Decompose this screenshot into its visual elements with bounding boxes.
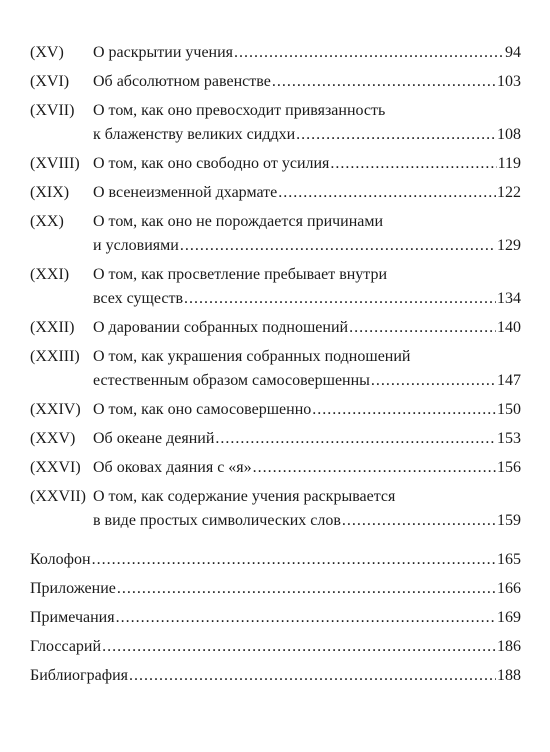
- leader-line: [93, 70, 521, 94]
- chapter-title: Об оковах даяния с «я»: [93, 459, 252, 476]
- page-number: 153: [497, 430, 521, 447]
- chapter-number: (XXIV): [30, 401, 81, 418]
- page-number: 134: [497, 290, 521, 307]
- toc-entry[interactable]: [30, 456, 521, 480]
- toc-entry[interactable]: [30, 398, 521, 422]
- dot-leader: [278, 181, 496, 205]
- chapter-number: (XV): [30, 44, 64, 61]
- chapter-number: (XXI): [30, 266, 70, 283]
- chapter-body: [93, 99, 521, 147]
- chapter-title-line: О том, как оно превосходит привязанность: [93, 102, 386, 119]
- dot-leader: [180, 234, 496, 258]
- page-number: 165: [497, 551, 521, 568]
- leader-line: [93, 41, 521, 65]
- dot-leader: [272, 70, 496, 94]
- chapter-title: естественным образом самосовершенны: [93, 372, 370, 389]
- leader-line: [93, 152, 521, 176]
- toc-entry[interactable]: [30, 345, 521, 393]
- page-number: 159: [497, 512, 521, 529]
- chapter-title: О том, как оно свободно от усилия: [93, 155, 330, 172]
- chapter-body: [93, 181, 521, 205]
- toc-entry-bibliography[interactable]: [30, 664, 521, 688]
- chapter-number: (XVI): [30, 73, 70, 90]
- toc-entry-glossary[interactable]: [30, 635, 521, 659]
- leader-line: [93, 181, 521, 205]
- chapter-title: и условиями: [93, 237, 179, 254]
- chapter-title-line: О том, как украшения собранных подношений: [93, 348, 411, 365]
- toc-entry[interactable]: [30, 427, 521, 451]
- leader-line: [93, 427, 521, 451]
- dot-leader: [312, 398, 496, 422]
- chapter-title: О раскрытии учения: [93, 44, 234, 61]
- chapter-title: Об абсолютном равенстве: [93, 73, 271, 90]
- chapter-title: к блаженству великих сиддхи: [93, 126, 296, 143]
- chapter-body: [93, 398, 521, 422]
- toc-entry-notes[interactable]: [30, 606, 521, 630]
- section-title: Приложение: [30, 580, 116, 597]
- page-number: 147: [497, 372, 521, 389]
- chapter-body: [93, 41, 521, 65]
- toc-entry[interactable]: [30, 316, 521, 340]
- chapter-body: [93, 316, 521, 340]
- section-title: Колофон: [30, 551, 91, 568]
- page-number: 129: [497, 237, 521, 254]
- dot-leader: [102, 635, 496, 659]
- toc-entry[interactable]: [30, 70, 521, 94]
- section-gap: [30, 538, 521, 548]
- toc-entry[interactable]: [30, 41, 521, 65]
- chapter-body: [93, 427, 521, 451]
- leader-line: [93, 123, 521, 147]
- chapter-number: (XIX): [30, 184, 70, 201]
- dot-leader: [92, 548, 496, 572]
- chapter-title: О том, как оно самосовершенно: [93, 401, 312, 418]
- chapter-title-line: О том, как содержание учения раскрывается: [93, 488, 396, 505]
- chapter-body: [93, 152, 521, 176]
- toc-entry[interactable]: [30, 263, 521, 311]
- page-number: 103: [497, 73, 521, 90]
- chapter-body: [93, 485, 521, 533]
- page-number: 108: [497, 126, 521, 143]
- page-number: 150: [497, 401, 521, 418]
- leader-line: [93, 316, 521, 340]
- toc-entry[interactable]: [30, 210, 521, 258]
- dot-leader: [117, 577, 496, 601]
- page-number: 156: [497, 459, 521, 476]
- dot-leader: [253, 456, 496, 480]
- chapter-title: всех существ: [93, 290, 184, 307]
- chapter-title: в виде простых символических слов: [93, 512, 341, 529]
- page-number: 119: [497, 155, 521, 172]
- chapter-number: (XVIII): [30, 155, 80, 172]
- chapter-title: О всенеизменной дхармате: [93, 184, 278, 201]
- chapter-title-line: О том, как оно не порождается причинами: [93, 213, 384, 230]
- chapter-body: [93, 345, 521, 393]
- leader-line: [93, 456, 521, 480]
- page-number: 186: [497, 638, 521, 655]
- dot-leader: [296, 123, 496, 147]
- dot-leader: [349, 316, 496, 340]
- chapter-number: (XXIII): [30, 348, 80, 365]
- dot-leader: [129, 664, 496, 688]
- page-number: 166: [497, 580, 521, 597]
- chapter-number: (XX): [30, 213, 64, 230]
- toc-entry-appendix[interactable]: [30, 577, 521, 601]
- chapter-body: [93, 210, 521, 258]
- page-number: 122: [497, 184, 521, 201]
- page-number: 94: [505, 44, 521, 61]
- section-title: Примечания: [30, 609, 115, 626]
- dot-leader: [371, 369, 496, 393]
- chapter-number: (XVII): [30, 102, 75, 119]
- toc-entry[interactable]: [30, 181, 521, 205]
- chapter-title-line: О том, как просветление пребывает внутри: [93, 266, 388, 283]
- chapter-body: [93, 456, 521, 480]
- leader-line: [93, 369, 521, 393]
- dot-leader: [234, 41, 504, 65]
- chapter-number: (XXV): [30, 430, 76, 447]
- leader-line: [93, 287, 521, 311]
- chapter-number: (XXII): [30, 319, 75, 336]
- chapter-body: [93, 70, 521, 94]
- chapter-title: О даровании собранных подношений: [93, 319, 349, 336]
- leader-line: [93, 398, 521, 422]
- page-number: 169: [497, 609, 521, 626]
- dot-leader: [342, 509, 496, 533]
- page-number: 188: [497, 667, 521, 684]
- chapter-number: (XXVI): [30, 459, 81, 476]
- table-of-contents: [30, 41, 521, 693]
- toc-entry[interactable]: [30, 99, 521, 147]
- leader-line: [93, 234, 521, 258]
- toc-entry[interactable]: [30, 485, 521, 533]
- toc-entry-colophon[interactable]: [30, 548, 521, 572]
- toc-entry[interactable]: [30, 152, 521, 176]
- chapter-number: (XXVII): [30, 488, 86, 505]
- dot-leader: [184, 287, 496, 311]
- dot-leader: [116, 606, 496, 630]
- page-number: 140: [497, 319, 521, 336]
- section-title: Глоссарий: [30, 638, 102, 655]
- leader-line: [93, 509, 521, 533]
- dot-leader: [215, 427, 496, 451]
- chapter-title: Об океане деяний: [93, 430, 215, 447]
- chapter-body: [93, 263, 521, 311]
- section-title: Библиография: [30, 667, 128, 684]
- dot-leader: [330, 152, 496, 176]
